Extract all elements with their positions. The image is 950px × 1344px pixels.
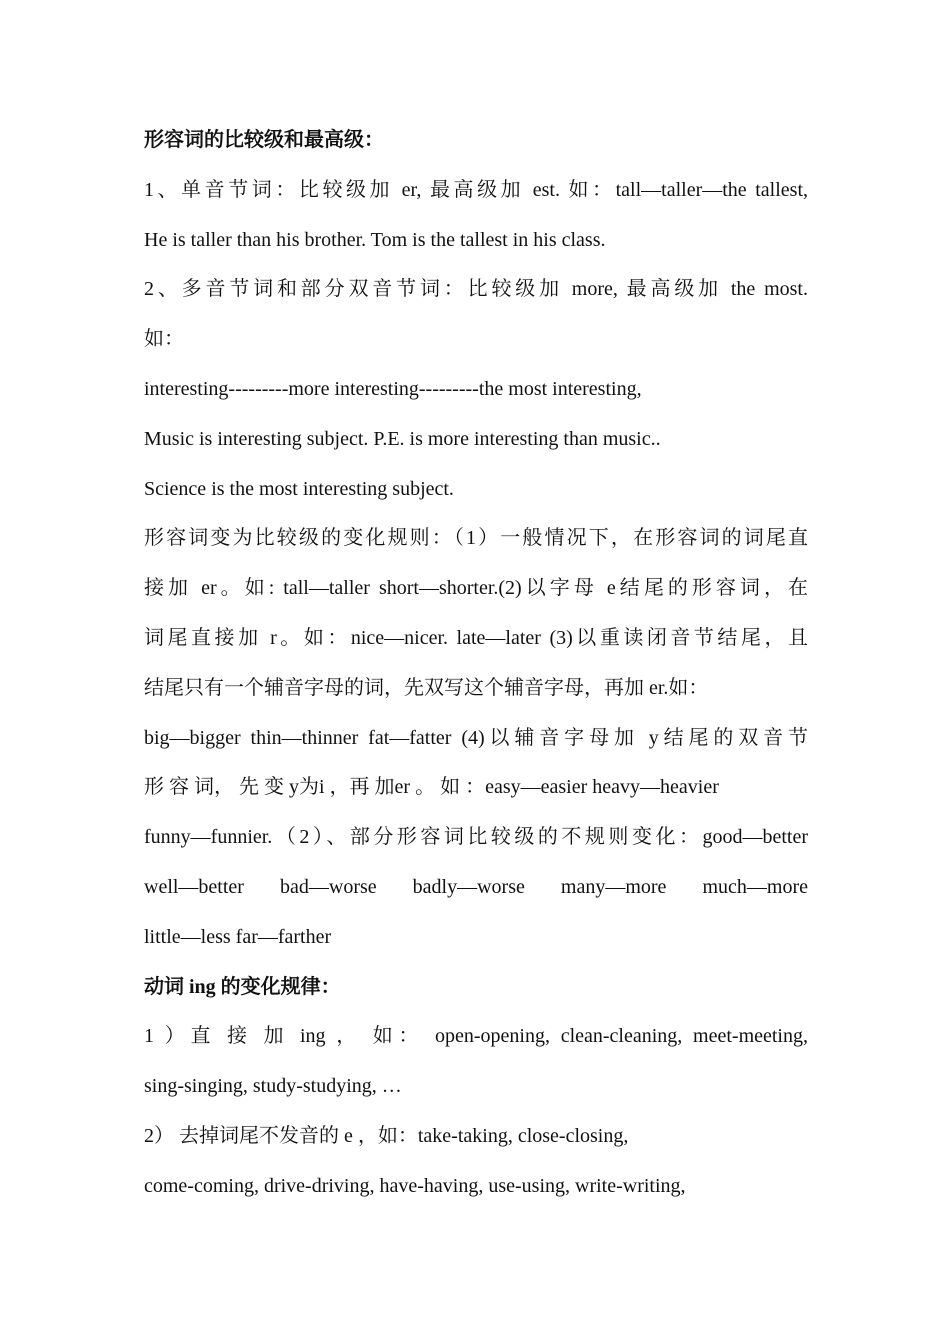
text-line: little—less far—farther <box>144 925 332 948</box>
text-line: funny—funnier.（2）、部分形容词比较级的不规则变化：good—better <box>144 826 808 849</box>
text-line: 形 容 词， 先 变 y为i ，再 加er 。 如 ：easy—easier heavy—heavier <box>144 776 719 799</box>
section-heading-adjective-comparison: 形容词的比较级和最高级： <box>144 129 384 151</box>
text-line: sing-singing, study-studying, … <box>144 1075 402 1098</box>
text-line: 1、单音节词：比较级加 er, 最高级加 est. 如：tall—taller—the tallest, <box>144 178 808 201</box>
document-body <box>144 116 808 1212</box>
section-heading-verb-ing: 动词 ing 的变化规律： <box>144 975 341 998</box>
text-line: big—bigger thin—thinner fat—fatter (4)以辅音字母加 y结尾的双音节 <box>144 726 808 749</box>
text-line: interesting---------more interesting---------the most interesting, <box>144 377 642 400</box>
text-line: 1 ）直 接 加 ing ， 如： open-opening, clean-cleaning, meet-meeting, <box>144 1025 808 1048</box>
text-line: He is taller than his brother. Tom is the tallest in his class. <box>144 228 606 251</box>
text-line: well—better bad—worse badly—worse many—more much—more <box>144 875 808 898</box>
text-line: Science is the most interesting subject. <box>144 477 454 500</box>
text-line: 如： <box>144 328 184 351</box>
text-line: 形容词变为比较级的变化规则：（1）一般情况下，在形容词的词尾直 <box>144 527 808 550</box>
text-line: 结尾只有一个辅音字母的词，先双写这个辅音字母，再加 er.如： <box>144 676 709 699</box>
text-line: 2） 去掉词尾不发音的 e ，如：take-taking, close-closing, <box>144 1124 629 1147</box>
text-line: 词尾直接加 r。如：nice—nicer. late—later (3)以重读闭音节结尾，且 <box>144 626 808 649</box>
text-line: 2、多音节词和部分双音节词：比较级加 more, 最高级加 the most. <box>144 278 808 301</box>
text-line: Music is interesting subject. P.E. is more interesting than music.. <box>144 427 661 450</box>
text-line: 接加 er。如: tall—taller short—shorter.(2)以字母 e结尾的形容词，在 <box>144 577 808 600</box>
text-line: come-coming, drive-driving, have-having, use-using, write-writing, <box>144 1174 686 1197</box>
